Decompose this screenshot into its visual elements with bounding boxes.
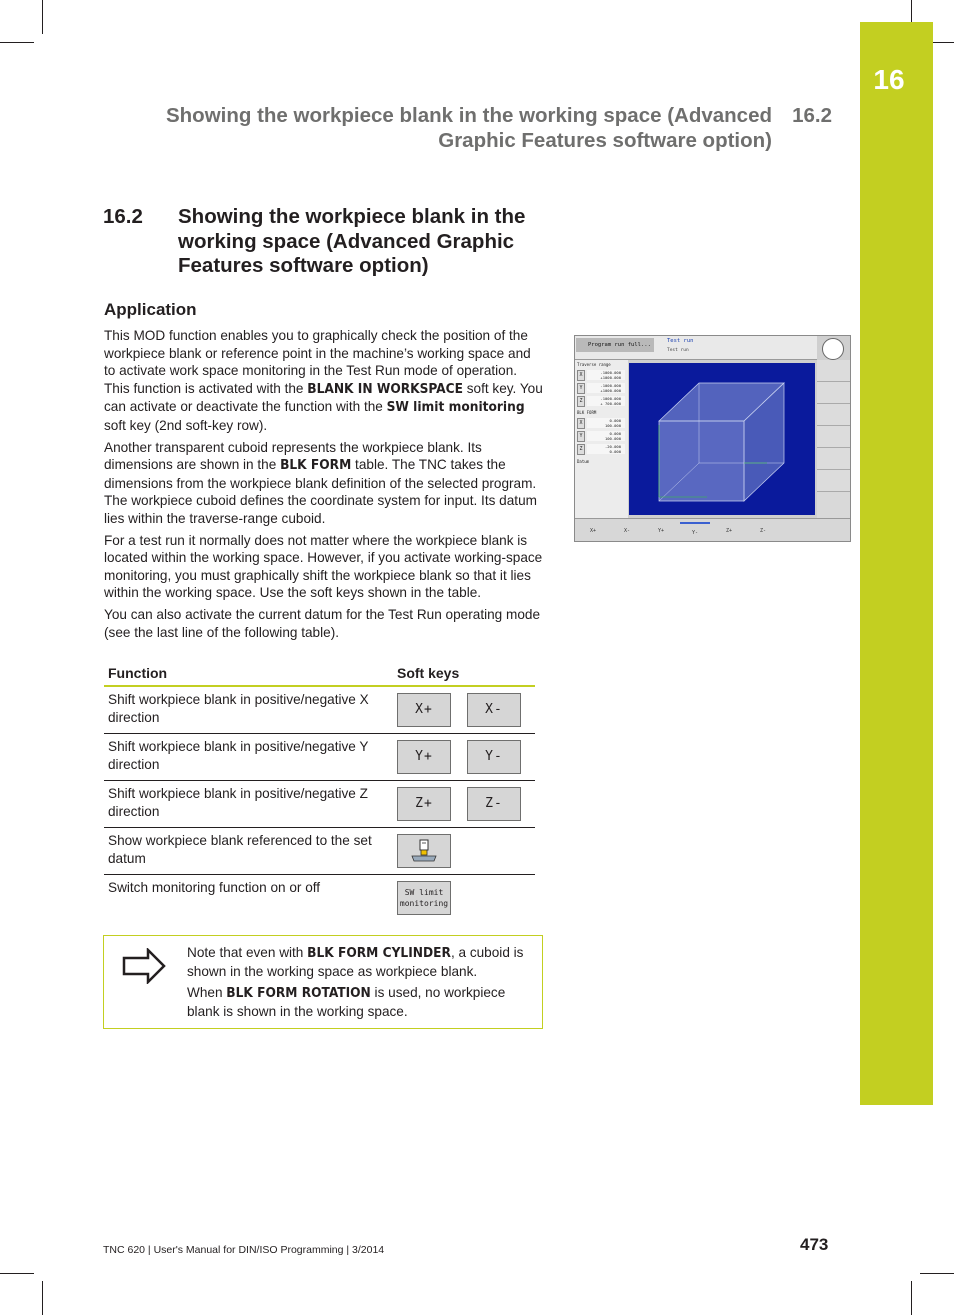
datum-workpiece-icon xyxy=(404,835,444,865)
screen-softkey[interactable]: Z- xyxy=(759,528,767,534)
paragraph: For a test run it normally does not matter where the workpiece blank is located within the working space. However, if you activate working-space monitoring, you must graphically shift the workpiece blank so that it lies within the working space. Use the soft keys shown in the table. xyxy=(104,532,543,601)
table-row: Shift workpiece blank in positive/negative Z direction Z+ Z- xyxy=(104,781,535,828)
section-number: 16.2 xyxy=(103,205,143,228)
note-box xyxy=(103,935,543,1029)
subheading-application: Application xyxy=(104,300,197,319)
crop-mark xyxy=(0,1273,34,1274)
softkey-row xyxy=(575,518,851,542)
running-head-section: 16.2 xyxy=(792,104,832,127)
table-row: Show workpiece blank referenced to the set datum xyxy=(104,828,535,875)
mode-program-run: Program run full... xyxy=(576,338,654,352)
softkey-sw-limit-monitoring[interactable]: SW limit monitoring xyxy=(397,881,451,915)
section-title: Showing the workpiece blank in the working space (Advanced Graphic Features software option) xyxy=(178,205,526,277)
paragraph: This MOD function enables you to graphically check the position of the workpiece blank or reference point in the machine’s working space and to activate work space monitoring in the Test Run mode of operation. This function is activated with the BLANK IN WORKSPACE soft key. You can activate or deactivate the function with the SW limit monitoring soft key (2nd soft-key row). xyxy=(104,328,543,433)
tnc-screenshot xyxy=(574,335,851,542)
cuboid-graphic xyxy=(629,363,815,515)
column-function: Function xyxy=(108,665,168,681)
screen-softkey[interactable]: X+ xyxy=(589,528,597,534)
softkey-x-minus[interactable]: X- xyxy=(467,693,521,727)
paragraph: Another transparent cuboid represents the workpiece blank. Its dimensions are shown in the BLK FORM table. The TNC takes the dimensions from the workpiece blank definition of the selected program. The workpiece cuboid defines the coordinate system for input. Its datum lies within the traverse-range cuboid. xyxy=(104,439,537,526)
workspace-graphic xyxy=(629,363,815,515)
running-head-title: Showing the workpiece blank in the working space (Advanced Graphic Features software option) xyxy=(165,104,772,152)
softkey-z-plus[interactable]: Z+ xyxy=(397,787,451,821)
body-text xyxy=(104,327,544,645)
crop-mark xyxy=(911,1281,912,1315)
crop-mark xyxy=(0,42,34,43)
crop-mark xyxy=(920,1273,954,1274)
softkey-y-plus[interactable]: Y+ xyxy=(397,740,451,774)
screen-softkey[interactable]: Z+ xyxy=(725,528,733,534)
table-row: Switch monitoring function on or off SW limit monitoring xyxy=(104,875,535,922)
footer: TNC 620 | User's Manual for DIN/ISO Programming | 3/2014 xyxy=(103,1244,385,1256)
crop-mark xyxy=(42,1281,43,1315)
clock-icon xyxy=(822,338,844,360)
table-row: Shift workpiece blank in positive/negative Y direction Y+ Y- xyxy=(104,734,535,781)
softkey-y-minus[interactable]: Y- xyxy=(467,740,521,774)
note-text: Note that even with BLK FORM CYLINDER, a cuboid is shown in the working space as workpiece blank. When BLK FORM ROTATION is used, no workpiece blank is shown in the working space. xyxy=(187,945,524,1019)
screen-softkey[interactable]: X- xyxy=(623,528,631,534)
screen-softkey[interactable]: Y- xyxy=(680,522,710,541)
mode-test-run: Test run Test run xyxy=(667,338,694,353)
softkey-datum[interactable] xyxy=(397,834,451,868)
column-softkeys: Soft keys xyxy=(397,665,460,681)
crop-mark xyxy=(42,0,43,34)
paragraph: You can also activate the current datum for the Test Run operating mode (see the last line of the following table). xyxy=(104,606,541,640)
softkey-x-plus[interactable]: X+ xyxy=(397,693,451,727)
screen-softkey[interactable]: Y+ xyxy=(657,528,665,534)
mode-bar xyxy=(575,336,817,360)
table-header xyxy=(104,663,535,687)
arrow-right-icon xyxy=(122,948,166,984)
softkey-z-minus[interactable]: Z- xyxy=(467,787,521,821)
function-table xyxy=(104,663,535,922)
blank-info-panel: Traverse range X -1000.000 +1000.000 Y -1000.000 +1000.000 Z -1000.000 + 700.000 BLK FORM X 0.000 100.000 Y 0.000 100.000 Z -20.000 0.000 Datum xyxy=(575,360,628,518)
table-row: Shift workpiece blank in positive/negative X direction X+ X- xyxy=(104,687,535,734)
chapter-number: 16 xyxy=(873,64,905,95)
vertical-softkeys xyxy=(817,360,851,518)
chapter-tab xyxy=(860,22,933,1105)
page-number: 473 xyxy=(800,1235,829,1254)
